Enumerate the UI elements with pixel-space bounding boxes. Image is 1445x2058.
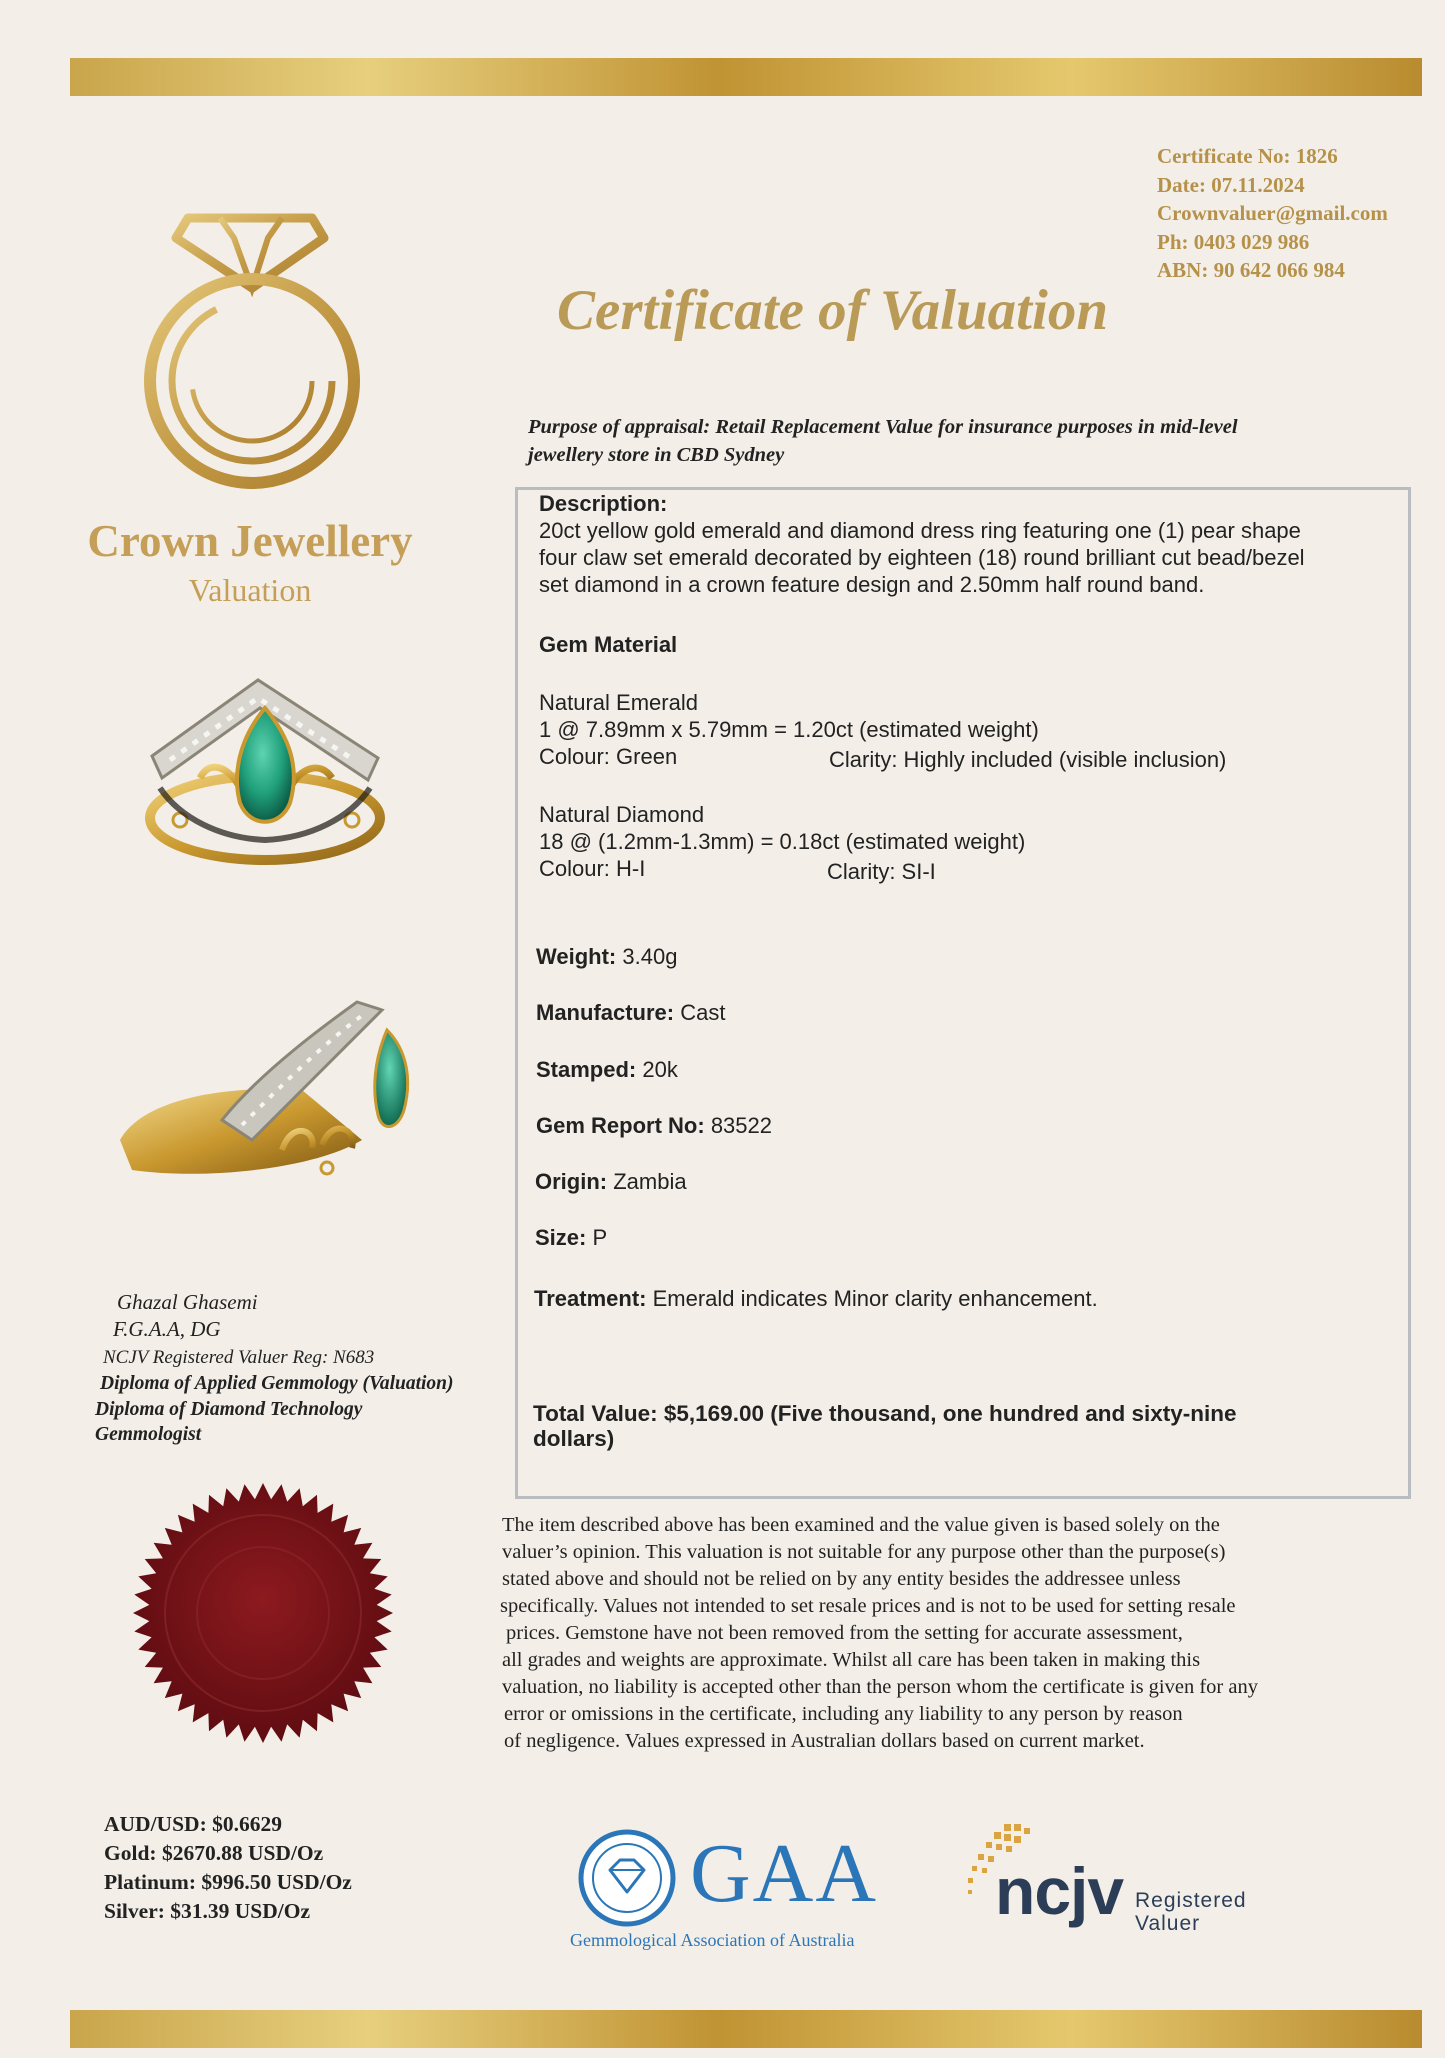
- disclaimer-line: all grades and weights are approximate. Whilst all care has been taken in making this: [502, 1649, 1201, 1671]
- diamond-measure: 18 @ (1.2mm-1.3mm) = 0.18ct (estimated weight): [539, 829, 1026, 854]
- purpose-line-1: Purpose of appraisal: Retail Replacement Value for insurance purposes in mid-level: [528, 416, 1238, 438]
- emerald-colour: Colour: Green: [539, 744, 678, 769]
- valuer-registration: NCJV Registered Valuer Reg: N683: [103, 1347, 375, 1368]
- purpose-of-appraisal: [528, 413, 1398, 469]
- disclaimer-line: valuation, no liability is accepted other than the person whom the certificate is given for any: [502, 1676, 1258, 1698]
- total-value: Total Value: $5,169.00 (Five thousand, one hundred and sixty-nine: [533, 1401, 1237, 1426]
- page-title: Certificate of Valuation: [557, 279, 1109, 342]
- spec-size: Size: P: [535, 1225, 608, 1250]
- ring-front-photo: [140, 668, 390, 868]
- disclaimer-line: valuer’s opinion. This valuation is not suitable for any purpose other than the purpose(s): [502, 1541, 1226, 1563]
- ncjv-wordmark: ncjv: [995, 1854, 1124, 1928]
- disclaimer-line: of negligence. Values expressed in Australian dollars based on current market.: [504, 1730, 1145, 1752]
- spec-weight: Weight: 3.40g: [536, 944, 678, 969]
- spec-manufacture: Manufacture: Cast: [536, 1000, 726, 1025]
- bottom-gold-bar: [70, 2010, 1422, 2048]
- purpose-line-2: jewellery store in CBD Sydney: [528, 444, 785, 466]
- valuer-title: Gemmologist: [95, 1424, 202, 1445]
- crown-ring-logo: [128, 198, 378, 498]
- description-label: Description:: [539, 491, 668, 516]
- spec-stamped: Stamped: 20k: [536, 1057, 678, 1082]
- brand-name: Crown Jewellery: [87, 516, 413, 566]
- aud-usd-rate: AUD/USD: $0.6629: [104, 1812, 282, 1836]
- description-line: four claw set emerald decorated by eighteen (18) round brilliant cut bead/bezel: [539, 545, 1305, 570]
- disclaimer-line: prices. Gemstone have not been removed from the setting for accurate assessment,: [506, 1622, 1183, 1644]
- certificate-date: Date: 07.11.2024: [1157, 172, 1305, 197]
- gaa-wordmark: GAA: [690, 1827, 878, 1920]
- gaa-caption: Gemmological Association of Australia: [570, 1930, 855, 1950]
- disclaimer-line: specifically. Values not intended to set resale prices and is not to be used for setting resale: [500, 1595, 1236, 1617]
- ncjv-valuer: Valuer: [1135, 1912, 1201, 1935]
- gem-material-heading: Gem Material: [539, 632, 678, 657]
- spec-treatment: Treatment: Emerald indicates Minor clarity enhancement.: [534, 1286, 1098, 1311]
- certificate-number: Certificate No: 1826: [1157, 144, 1338, 168]
- description-line: set diamond in a crown feature design and 2.50mm half round band.: [539, 572, 1205, 597]
- disclaimer-line: error or omissions in the certificate, including any liability to any person by reason: [504, 1703, 1183, 1725]
- diamond-name: Natural Diamond: [539, 802, 705, 827]
- emerald-measure: 1 @ 7.89mm x 5.79mm = 1.20ct (estimated weight): [539, 717, 1039, 742]
- spec-gem-report: Gem Report No: 83522: [536, 1113, 772, 1138]
- seal-serrated-edge: [133, 1483, 393, 1743]
- emerald-name: Natural Emerald: [539, 690, 698, 715]
- red-wax-seal: [128, 1478, 398, 1748]
- valuer-diploma-2: Diploma of Diamond Technology: [95, 1399, 363, 1420]
- valuer-name: Ghazal Ghasemi: [117, 1290, 258, 1314]
- valuer-qualification: F.G.A.A, DG: [113, 1317, 221, 1341]
- contact-phone: Ph: 0403 029 986: [1157, 229, 1310, 254]
- gaa-emblem-icon: [572, 1828, 682, 1928]
- metal-rates: [104, 1810, 352, 1926]
- valuer-diploma-1: Diploma of Applied Gemmology (Valuation): [100, 1373, 454, 1394]
- diamond-clarity: Clarity: SI-I: [827, 859, 936, 884]
- total-value-cont: dollars): [533, 1426, 615, 1451]
- header-info: [1157, 142, 1388, 285]
- emerald-clarity: Clarity: Highly included (visible inclusion): [829, 747, 1227, 772]
- brand-subtitle: Valuation: [188, 572, 312, 608]
- ring-side-photo: [112, 990, 422, 1180]
- spec-origin: Origin: Zambia: [535, 1169, 687, 1194]
- ncjv-registered-valuer: [1135, 1889, 1247, 1935]
- platinum-rate: Platinum: $996.50 USD/Oz: [104, 1870, 352, 1894]
- abn-number: ABN: 90 642 066 984: [1157, 258, 1345, 282]
- gold-rate: Gold: $2670.88 USD/Oz: [104, 1841, 324, 1865]
- diamond-colour: Colour: H-I: [539, 856, 646, 881]
- ncjv-registered: Registered: [1135, 1889, 1247, 1912]
- contact-email: Crownvaluer@gmail.com: [1157, 201, 1388, 225]
- disclaimer-line: stated above and should not be relied on by any entity besides the addressee unless: [502, 1568, 1181, 1590]
- silver-rate: Silver: $31.39 USD/Oz: [104, 1899, 311, 1923]
- top-gold-bar: [70, 58, 1422, 96]
- description-line: 20ct yellow gold emerald and diamond dress ring featuring one (1) pear shape: [539, 518, 1301, 543]
- disclaimer-line: The item described above has been examined and the value given is based solely on the: [502, 1514, 1220, 1536]
